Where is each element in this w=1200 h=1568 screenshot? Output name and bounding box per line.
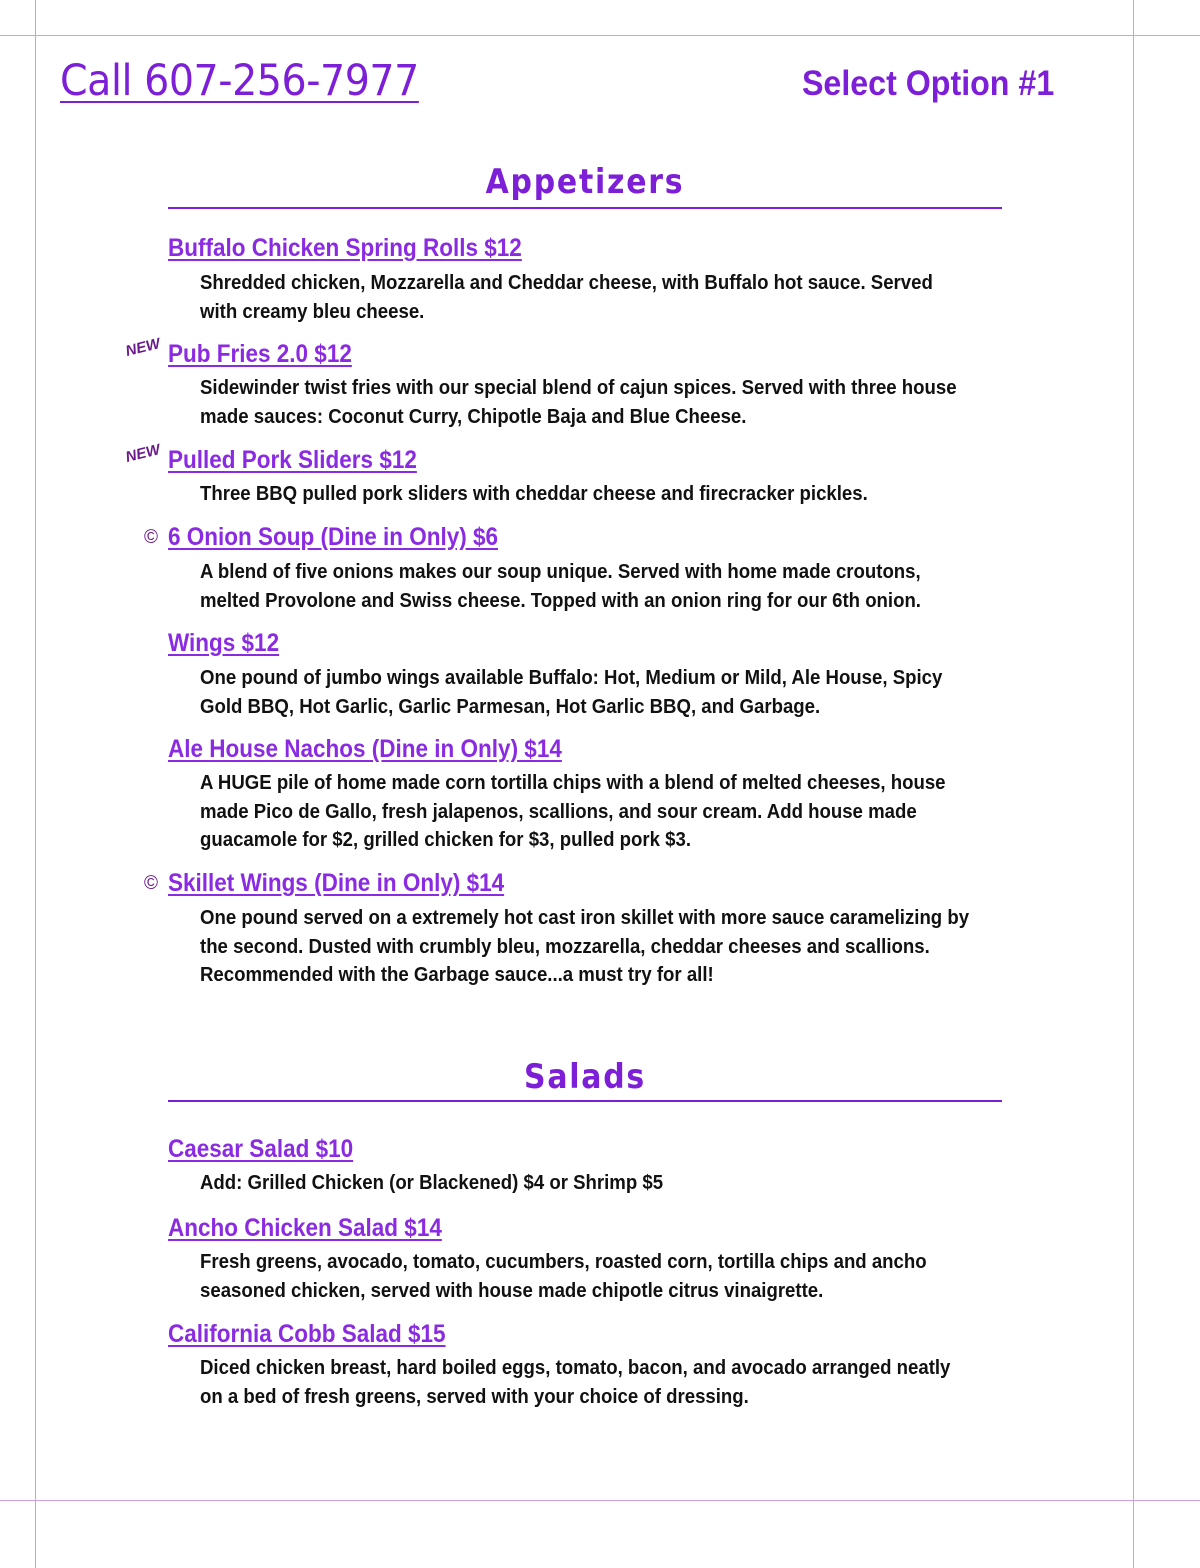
- menu-item-description: One pound served on a extremely hot cast iron skillet with more sauce caramelizing by the second. Dusted with crumbly bleu, mozzarella, cheddar cheeses and scallions. Recommended with the Garbage sauce...a must try for all!: [200, 907, 970, 986]
- crop-line-right: [1133, 0, 1134, 1568]
- phone-call-link[interactable]: Call 607-256-7977: [60, 56, 419, 106]
- menu-item-title: Pulled Pork Sliders $12: [168, 446, 417, 474]
- copyright-mark-icon: ©: [144, 527, 158, 548]
- appetizers-divider: [168, 207, 1002, 209]
- menu-item-description: A blend of five onions makes our soup unique. Served with home made croutons, melted Provolone and Swiss cheese. Topped with an onion ring for our 6th onion.: [200, 561, 921, 612]
- menu-item-title: California Cobb Salad $15: [168, 1320, 446, 1348]
- menu-item-description: Add: Grilled Chicken (or Blackened) $4 or Shrimp $5: [200, 1172, 664, 1194]
- menu-item-description: One pound of jumbo wings available Buffalo: Hot, Medium or Mild, Ale House, Spicy Gold BBQ, Hot Garlic, Garlic Parmesan, Hot Garlic BBQ, and Garbage.: [200, 667, 943, 718]
- crop-line-left: [35, 0, 36, 1568]
- menu-item-title: Caesar Salad $10: [168, 1135, 354, 1163]
- menu-item-title: Pub Fries 2.0 $12: [168, 340, 352, 368]
- menu-item-title: Skillet Wings (Dine in Only) $14: [168, 869, 505, 897]
- appetizers-heading: Appetizers: [485, 162, 685, 202]
- crop-line-bottom: [0, 1500, 1200, 1501]
- salads-heading: Salads: [524, 1057, 646, 1097]
- new-badge: NEW: [123, 335, 162, 360]
- select-option-label: Select Option #1: [801, 64, 1054, 103]
- menu-item-description: Shredded chicken, Mozzarella and Cheddar cheese, with Buffalo hot sauce. Served with creamy bleu cheese.: [200, 272, 933, 323]
- menu-item-description: Sidewinder twist fries with our special blend of cajun spices. Served with three house made sauces: Coconut Curry, Chipotle Baja and Blue Cheese.: [200, 377, 957, 428]
- menu-item-title: 6 Onion Soup (Dine in Only) $6: [168, 523, 499, 551]
- menu-item-title: Wings $12: [168, 629, 280, 657]
- copyright-mark-icon: ©: [144, 873, 158, 894]
- menu-item-description: Diced chicken breast, hard boiled eggs, tomato, bacon, and avocado arranged neatly on a bed of fresh greens, served with your choice of dressing.: [200, 1357, 951, 1408]
- new-badge: NEW: [123, 441, 162, 466]
- menu-item-description: A HUGE pile of home made corn tortilla chips with a blend of melted cheeses, house made Pico de Gallo, fresh jalapenos, scallions, and sour cream. Add house made guacamole for $2, grilled chicken for $3, pulled pork $3.: [200, 772, 946, 851]
- menu-item-title: Ancho Chicken Salad $14: [168, 1214, 442, 1242]
- menu-item-title: Ale House Nachos (Dine in Only) $14: [168, 735, 562, 763]
- crop-line-top: [0, 35, 1200, 36]
- menu-item-title: Buffalo Chicken Spring Rolls $12: [168, 234, 522, 262]
- salads-divider: [168, 1100, 1002, 1102]
- menu-item-description: Three BBQ pulled pork sliders with cheddar cheese and firecracker pickles.: [200, 483, 868, 505]
- menu-item-description: Fresh greens, avocado, tomato, cucumbers, roasted corn, tortilla chips and ancho seasoned chicken, served with house made chipotle citrus vinaigrette.: [200, 1251, 927, 1302]
